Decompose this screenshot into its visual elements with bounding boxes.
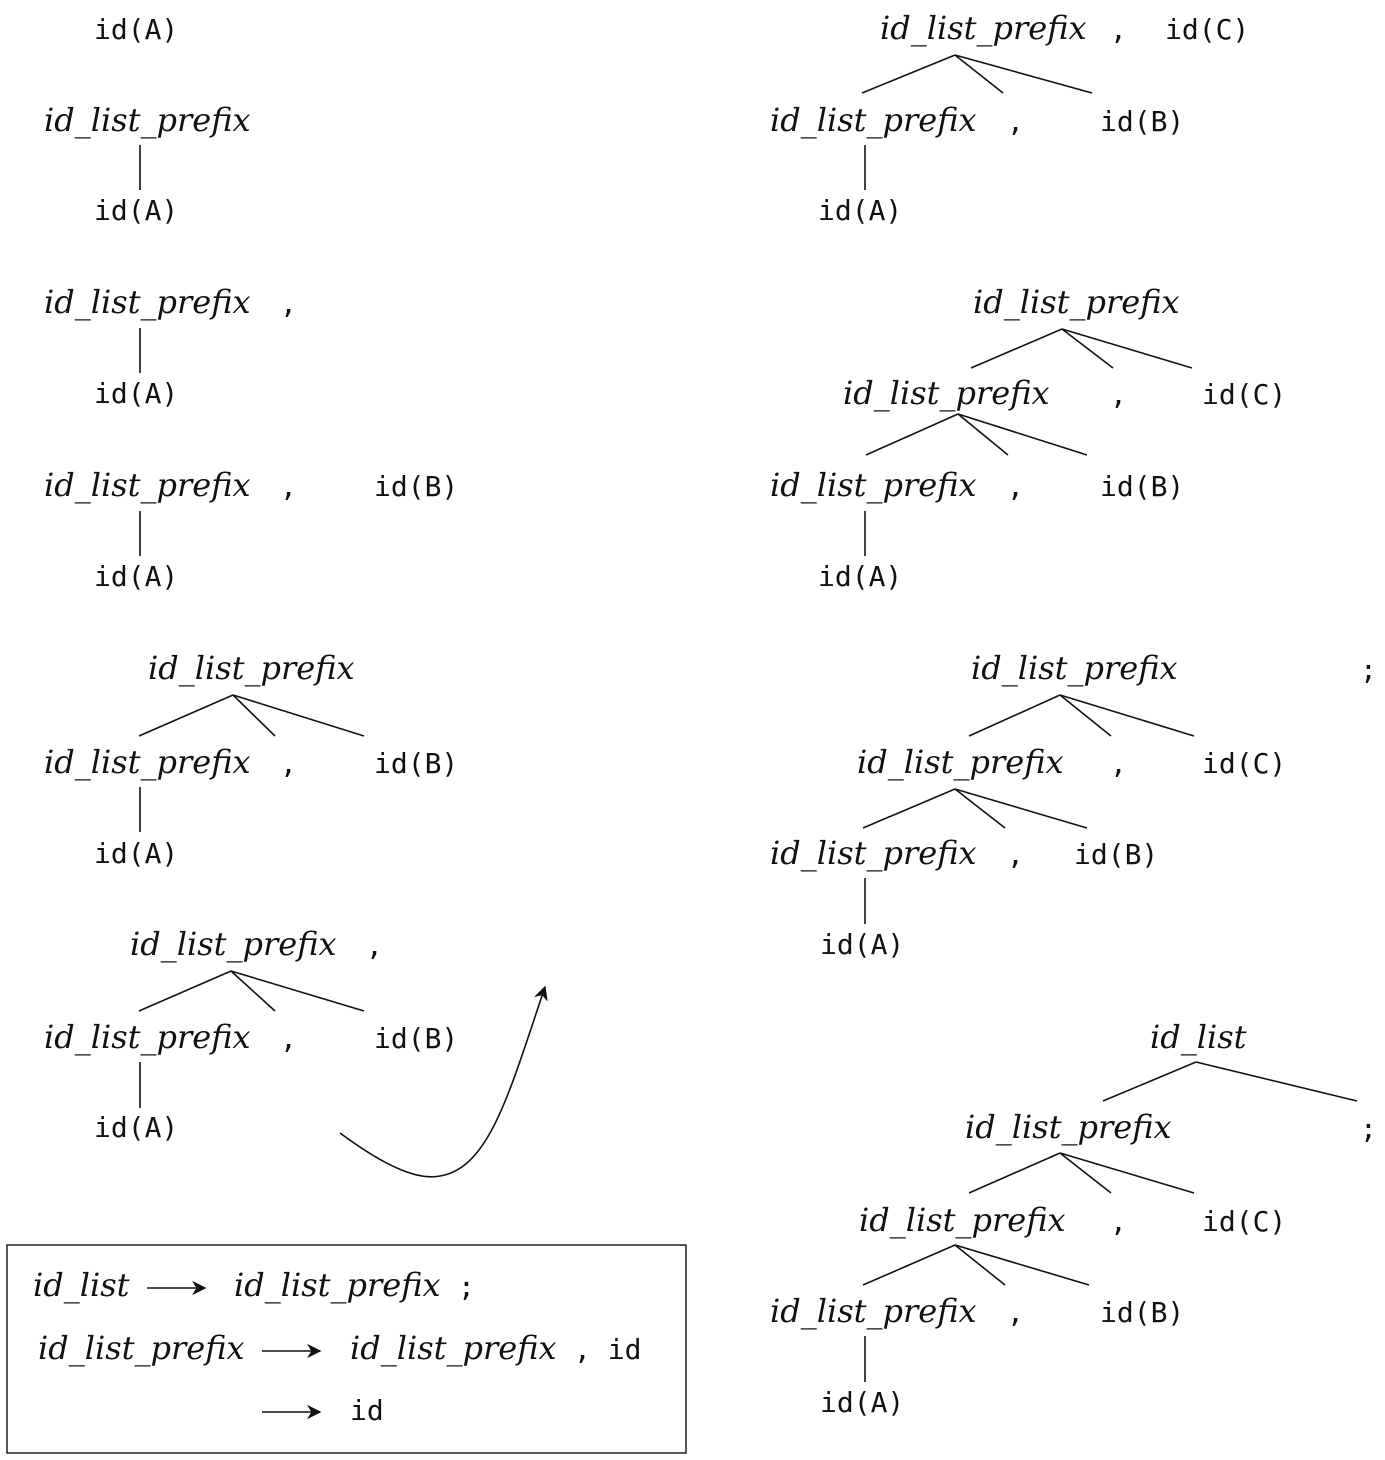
- tree-edge: [1196, 1062, 1357, 1101]
- rule-rhs-nonterminal: id_list_prefix: [234, 1266, 441, 1304]
- token-comma: ,: [1110, 1205, 1127, 1238]
- tree-edge: [863, 1245, 955, 1285]
- node-id-list-prefix: id_list_prefix: [965, 1108, 1172, 1146]
- rule-rhs-nonterminal: id_list_prefix: [350, 1329, 557, 1367]
- token-id-b: id(B): [1100, 1296, 1185, 1329]
- token-comma: ,: [280, 287, 297, 320]
- tree-edge: [958, 414, 1008, 455]
- token-comma: ,: [1007, 1296, 1024, 1329]
- tree-edge: [955, 55, 1092, 93]
- tree-edge: [1062, 329, 1113, 368]
- token-comma: ,: [1110, 13, 1127, 46]
- node-id-list-prefix: id_list_prefix: [770, 101, 977, 139]
- tree-edge: [971, 329, 1062, 368]
- node-id-list-prefix: id_list_prefix: [44, 1018, 251, 1056]
- node-id-list-prefix: id_list_prefix: [971, 649, 1178, 687]
- node-id-list-prefix: id_list_prefix: [770, 834, 977, 872]
- token-comma: ,: [280, 747, 297, 780]
- rule-lhs: id_list: [33, 1266, 130, 1304]
- tree-edge: [139, 695, 233, 736]
- token-id-b: id(B): [374, 470, 459, 503]
- token-id-a: id(A): [818, 194, 903, 227]
- token-id-a: id(A): [94, 13, 179, 46]
- token-id-b: id(B): [374, 747, 459, 780]
- tree-edge: [139, 971, 231, 1011]
- node-id-list-prefix: id_list_prefix: [859, 1201, 1066, 1239]
- token-semicolon: ;: [1360, 1112, 1377, 1145]
- stage-3: [44, 283, 297, 410]
- stage-5: [44, 649, 458, 870]
- tree-edge: [1062, 329, 1192, 368]
- tree-edge: [863, 789, 955, 828]
- node-id-list-prefix: id_list_prefix: [880, 9, 1087, 47]
- tree-edge: [955, 789, 1005, 828]
- stage-2: [44, 101, 251, 227]
- token-id-a: id(A): [94, 837, 179, 870]
- node-id-list-prefix: id_list_prefix: [770, 466, 977, 504]
- tree-edge: [955, 1245, 1005, 1285]
- tree-edge: [969, 1153, 1060, 1193]
- token-id-c: id(C): [1202, 747, 1287, 780]
- token-id-c: id(C): [1202, 378, 1287, 411]
- token-comma: ,: [366, 929, 383, 962]
- tree-edge: [955, 789, 1087, 828]
- token-id-b: id(B): [1100, 105, 1185, 138]
- node-id-list-prefix: id_list_prefix: [44, 743, 251, 781]
- node-id-list-prefix: id_list_prefix: [973, 283, 1180, 321]
- stage-9: [770, 649, 1377, 961]
- token-id-a: id(A): [94, 194, 179, 227]
- stage-10: [770, 1018, 1377, 1419]
- tree-edge: [1060, 695, 1111, 736]
- token-comma: ,: [280, 470, 297, 503]
- stage-8: [770, 283, 1286, 593]
- token-id-a: id(A): [820, 928, 905, 961]
- token-id-c: id(C): [1165, 13, 1250, 46]
- node-id-list-prefix: id_list_prefix: [44, 283, 251, 321]
- token-comma: ,: [1007, 470, 1024, 503]
- stage-1: [94, 13, 178, 46]
- tree-edge: [955, 1245, 1089, 1285]
- node-id-list: id_list: [1150, 1018, 1247, 1056]
- tree-edge: [862, 55, 955, 93]
- stage-7: [770, 9, 1249, 227]
- token-id-b: id(B): [1074, 838, 1159, 871]
- token-comma: ,: [280, 1022, 297, 1055]
- rule-rhs-terminal: , id: [574, 1333, 642, 1366]
- tree-edge: [955, 55, 1003, 93]
- node-id-list-prefix: id_list_prefix: [857, 743, 1064, 781]
- rule-lhs: id_list_prefix: [38, 1329, 245, 1367]
- token-comma: ,: [1007, 105, 1024, 138]
- token-id-a: id(A): [94, 560, 179, 593]
- node-id-list-prefix: id_list_prefix: [843, 374, 1050, 412]
- stage-6: [44, 925, 458, 1144]
- tree-edge: [1060, 695, 1194, 736]
- curved-arrow-icon: [340, 987, 545, 1177]
- node-id-list-prefix: id_list_prefix: [44, 466, 251, 504]
- grammar-box: [7, 1245, 686, 1453]
- token-id-a: id(A): [820, 1386, 905, 1419]
- rule-rhs-terminal: id: [350, 1394, 384, 1427]
- token-id-b: id(B): [374, 1022, 459, 1055]
- token-comma: ,: [1110, 378, 1127, 411]
- token-id-a: id(A): [94, 1111, 179, 1144]
- token-id-c: id(C): [1202, 1205, 1287, 1238]
- tree-edge: [969, 695, 1060, 736]
- token-id-a: id(A): [818, 560, 903, 593]
- tree-edge: [958, 414, 1087, 455]
- tree-edge: [1060, 1153, 1194, 1193]
- token-id-a: id(A): [94, 377, 179, 410]
- token-comma: ,: [1007, 838, 1024, 871]
- rule-rhs-terminal: ;: [458, 1270, 475, 1303]
- token-comma: ,: [1110, 747, 1127, 780]
- tree-edge: [866, 414, 958, 455]
- tree-edge: [233, 695, 364, 736]
- tree-edge: [231, 971, 364, 1011]
- token-id-b: id(B): [1100, 470, 1185, 503]
- node-id-list-prefix: id_list_prefix: [130, 925, 337, 963]
- tree-edge: [1103, 1062, 1196, 1101]
- node-id-list-prefix: id_list_prefix: [770, 1292, 977, 1330]
- node-id-list-prefix: id_list_prefix: [148, 649, 355, 687]
- token-semicolon: ;: [1360, 653, 1377, 686]
- stage-4: [44, 466, 458, 593]
- tree-edge: [1060, 1153, 1111, 1193]
- node-id-list-prefix: id_list_prefix: [44, 101, 251, 139]
